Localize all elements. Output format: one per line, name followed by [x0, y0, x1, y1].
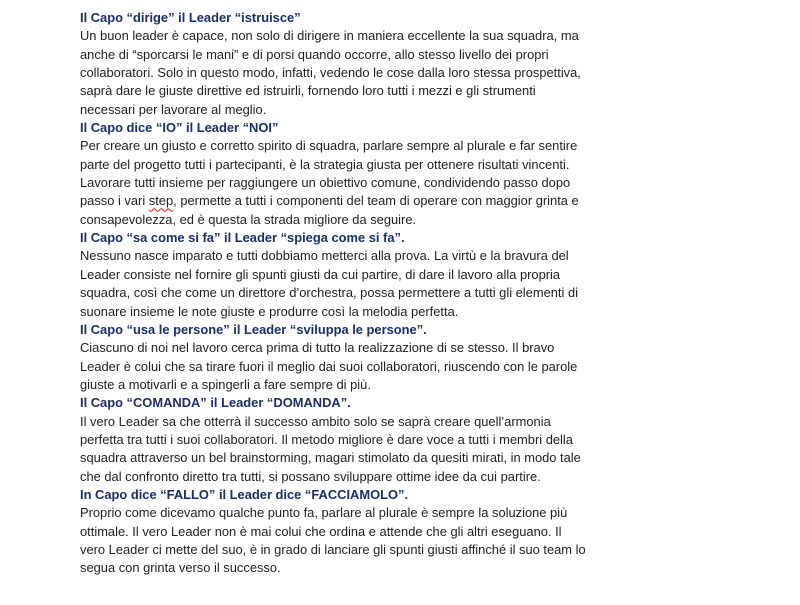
paragraph-line: squadra, così che come un direttore d’orchestra, possa permettere a tutti gli elementi di [80, 285, 578, 301]
paragraph-line: perfetta tra tutti i suoi collaboratori. Il metodo migliore è dare voce a tutti i membri della [80, 431, 573, 447]
paragraph-line: Leader consiste nel fornire gli spunti giusti da cui partire, di dare il lavoro alla propria [80, 266, 561, 282]
section [80, 486, 700, 578]
paragraph-line: Proprio come dicevamo qualche punto fa, parlare al plurale è sempre la soluzione più [80, 505, 568, 521]
paragraph-line: Per creare un giusto e corretto spirito di squadra, parlare sempre al plurale e far sentire [80, 138, 578, 154]
section [80, 9, 700, 119]
paragraph-line: anche di “sporcarsi le mani” e di porsi quando occorre, allo stesso livello dei propri [80, 46, 549, 62]
section [80, 229, 700, 321]
paragraph-line: vero Leader ci mette del suo, è in grado di lanciare gli spunti giusti affinché il suo team lo [80, 541, 586, 557]
paragraph-line: Ciascuno di noi nel lavoro cerca prima di tutto la realizzazione di se stesso. Il bravo [80, 340, 555, 356]
section-heading: Il Capo “dirige” il Leader “istruisce” [80, 10, 301, 25]
paragraph-line: saprà dare le giuste direttive ed istruirli, fornendo loro tutti i mezzi e gli strumenti [80, 83, 536, 99]
spellcheck-underlined-word: step [148, 193, 174, 209]
paragraph-line: Lavorare tutti insieme per raggiungere un obiettivo comune, condividendo passo dopo [80, 175, 571, 191]
section [80, 321, 700, 394]
section-heading: Il Capo “usa le persone” il Leader “sviluppa le persone”. [80, 321, 427, 337]
paragraph-line: Nessuno nasce imparato e tutti dobbiamo metterci alla prova. La virtù e la bravura del [80, 248, 569, 264]
paragraph-line: ottimale. Il vero Leader non è mai colui che ordina e attende che gli altri eseguano. Il [80, 523, 562, 539]
paragraph-line: squadra attraverso un bel brainstorming, magari stimolato da quesiti mirati, in modo tale [80, 450, 581, 466]
section-heading: Il Capo dice “IO” il Leader “NOI” [80, 120, 279, 136]
paragraph-line: suonare insieme le note giuste e produrre così la melodia perfetta. [80, 303, 459, 319]
paragraph-line: Il vero Leader sa che otterrà il successo ambito solo se saprà creare quell’armonia [80, 413, 551, 429]
section-heading: Il Capo “COMANDA” il Leader “DOMANDA”. [80, 395, 351, 411]
section [80, 394, 700, 486]
section-heading: Il Capo “sa come si fa” il Leader “spiega come si fa”. [80, 230, 405, 246]
paragraph-line: Un buon leader è capace, non solo di dirigere in maniera eccellente la sua squadra, ma [80, 28, 579, 44]
paragraph-line: collaboratori. Solo in questo modo, infatti, vedendo le cose dalla loro stessa prospettiva, [80, 65, 581, 81]
section [80, 119, 700, 229]
paragraph-line: consapevolezza, ed è questa la strada migliore da seguire. [80, 211, 417, 227]
paragraph-line: parte del progetto tutti i partecipanti, è la strategia giusta per ottenere risultati vincenti. [80, 156, 570, 172]
paragraph-line: che dal confronto diretto tra tutti, si possano sviluppare ottime idee da cui partire. [80, 468, 541, 484]
paragraph-line: segua con grinta verso il successo. [80, 560, 281, 576]
document-body [80, 9, 700, 578]
paragraph-line: Leader è colui che sa tirare fuori il meglio dai suoi collaboratori, riuscendo con le parole [80, 358, 578, 374]
section-heading: In Capo dice “FALLO” il Leader dice “FACCIAMOLO”. [80, 486, 409, 502]
paragraph-line: passo i vari step, permette a tutti i componenti del team di operare con maggior grinta e [80, 193, 579, 209]
paragraph-line: giuste a motivarli e a spingerli a fare sempre di più. [80, 376, 371, 392]
paragraph-line: necessari per lavorare al meglio. [80, 101, 267, 117]
